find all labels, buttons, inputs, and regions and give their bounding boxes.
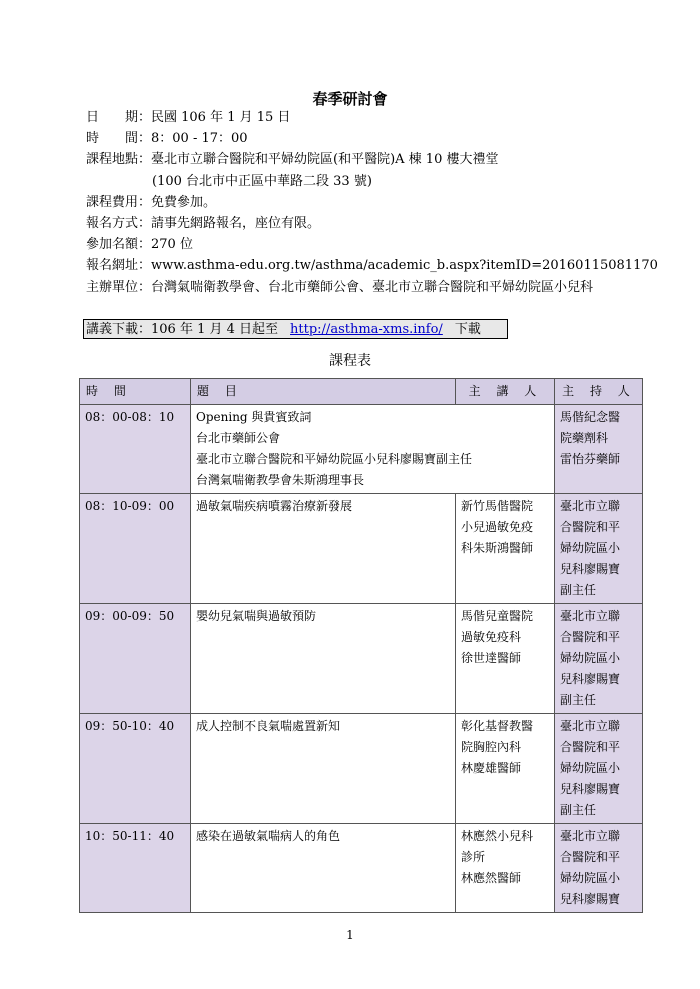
schedule-host-cell — [555, 494, 643, 604]
schedule-time-cell: 09：50-10：40 — [80, 714, 191, 824]
speaker-line: 馬偕兒童醫院 — [461, 609, 534, 623]
header-speaker: 主 講 人 — [456, 379, 555, 405]
speaker-line: 診所 — [461, 850, 486, 864]
speaker-line: 林慶雄醫師 — [461, 761, 522, 775]
schedule-row — [80, 714, 643, 824]
schedule-topic-cell — [191, 714, 456, 824]
schedule-speaker-cell — [456, 824, 555, 913]
schedule-row — [80, 494, 643, 604]
download-link[interactable]: http://asthma-xms.info/ — [290, 322, 443, 337]
schedule-row — [80, 604, 643, 714]
schedule-title: 課程表 — [329, 353, 371, 369]
host-line: 婦幼院區小 — [560, 761, 621, 775]
event-info — [86, 107, 658, 298]
schedule-speaker-cell — [456, 494, 555, 604]
speaker-line: 林應然小兒科 — [461, 829, 534, 843]
host-line: 兒科廖賜寶 — [560, 892, 621, 906]
host-line: 兒科廖賜寶 — [560, 782, 621, 796]
info-registration: 報名方式：請事先網路報名，座位有限。 — [86, 216, 321, 232]
schedule-time-cell: 09：00-09：50 — [80, 604, 191, 714]
schedule-topic-cell — [191, 405, 555, 494]
schedule-row — [80, 824, 643, 913]
host-line: 臺北市立聯 — [560, 719, 621, 733]
host-line: 婦幼院區小 — [560, 541, 621, 555]
info-address: (100 台北市中正區中華路二段 33 號) — [152, 173, 372, 189]
schedule-topic-cell — [191, 494, 456, 604]
schedule-time-cell: 08：00-08：10 — [80, 405, 191, 494]
schedule-row — [80, 405, 643, 494]
speaker-line: 院胸腔內科 — [461, 740, 522, 754]
page-number: 1 — [346, 928, 354, 942]
speaker-line: 林應然醫師 — [461, 871, 522, 885]
schedule-host-cell — [555, 604, 643, 714]
host-line: 雷怡芬藥師 — [560, 452, 621, 466]
download-suffix: 下載 — [454, 322, 481, 337]
info-organizer: 主辦單位：台灣氣喘衛教學會、台北市藥師公會、臺北市立聯合醫院和平婦幼院區小兒科 — [86, 279, 594, 295]
host-line: 兒科廖賜寶 — [560, 672, 621, 686]
host-line: 院藥劑科 — [560, 431, 609, 445]
schedule-host-cell — [555, 824, 643, 913]
page-title: 春季研討會 — [312, 90, 388, 108]
header-topic: 題 目 — [191, 379, 456, 405]
host-line: 婦幼院區小 — [560, 871, 621, 885]
schedule-topic-cell — [191, 604, 456, 714]
schedule-table — [79, 378, 643, 913]
host-line: 副主任 — [560, 693, 597, 707]
schedule-host-cell — [555, 405, 643, 494]
download-label: 講義下載：106 年 1 月 4 日起至 — [86, 322, 279, 337]
host-line: 臺北市立聯 — [560, 829, 621, 843]
speaker-line: 新竹馬偕醫院 — [461, 499, 534, 513]
speaker-line: 小兒過敏免疫 — [461, 520, 534, 534]
info-quota: 參加名額：270 位 — [86, 237, 193, 253]
header-host: 主 持 人 — [555, 379, 643, 405]
host-line: 合醫院和平 — [560, 520, 621, 534]
info-registration-url[interactable]: 報名網址：www.asthma-edu.org.tw/asthma/academic_b.aspx?itemID=20160115081170 — [86, 258, 658, 274]
speaker-line: 過敏免疫科 — [461, 630, 522, 644]
topic-line: 臺北市立聯合醫院和平婦幼院區小兒科廖賜寶副主任 — [196, 452, 473, 466]
topic-line: 成人控制不良氣喘處置新知 — [196, 719, 341, 733]
info-venue: 課程地點：臺北市立聯合醫院和平婦幼院區(和平醫院)A 棟 10 樓大禮堂 — [86, 152, 499, 168]
host-line: 臺北市立聯 — [560, 609, 621, 623]
speaker-line: 徐世達醫師 — [461, 651, 522, 665]
schedule-time-cell: 10：50-11：40 — [80, 824, 191, 913]
speaker-line: 科朱斯鴻醫師 — [461, 541, 534, 555]
speaker-line: 彰化基督教醫 — [461, 719, 534, 733]
info-fee: 課程費用：免費參加。 — [86, 194, 217, 210]
host-line: 副主任 — [560, 803, 597, 817]
host-line: 婦幼院區小 — [560, 651, 621, 665]
topic-line: 台北市藥師公會 — [196, 431, 281, 445]
host-line: 副主任 — [560, 583, 597, 597]
topic-line: Opening 與貴賓致詞 — [196, 410, 312, 424]
topic-line: 過敏氣喘疾病噴霧治療新發展 — [196, 499, 353, 513]
schedule-topic-cell — [191, 824, 456, 913]
host-line: 合醫院和平 — [560, 630, 621, 644]
info-date: 日 期：民國 106 年 1 月 15 日 — [86, 110, 291, 125]
schedule-host-cell — [555, 714, 643, 824]
topic-line: 台灣氣喘衛教學會朱斯鴻理事長 — [196, 473, 365, 487]
topic-line: 嬰幼兒氣喘與過敏預防 — [196, 609, 317, 623]
schedule-speaker-cell — [456, 714, 555, 824]
schedule-speaker-cell — [456, 604, 555, 714]
info-time: 時 間：8：00 - 17：00 — [86, 131, 248, 147]
header-time: 時 間 — [80, 379, 191, 405]
schedule-time-cell: 08：10-09：00 — [80, 494, 191, 604]
host-line: 馬偕紀念醫 — [560, 410, 621, 424]
handout-download-box — [83, 319, 508, 339]
host-line: 合醫院和平 — [560, 740, 621, 754]
schedule-header-row — [80, 379, 643, 405]
host-line: 合醫院和平 — [560, 850, 621, 864]
host-line: 臺北市立聯 — [560, 499, 621, 513]
topic-line: 感染在過敏氣喘病人的角色 — [196, 829, 341, 843]
host-line: 兒科廖賜寶 — [560, 562, 621, 576]
